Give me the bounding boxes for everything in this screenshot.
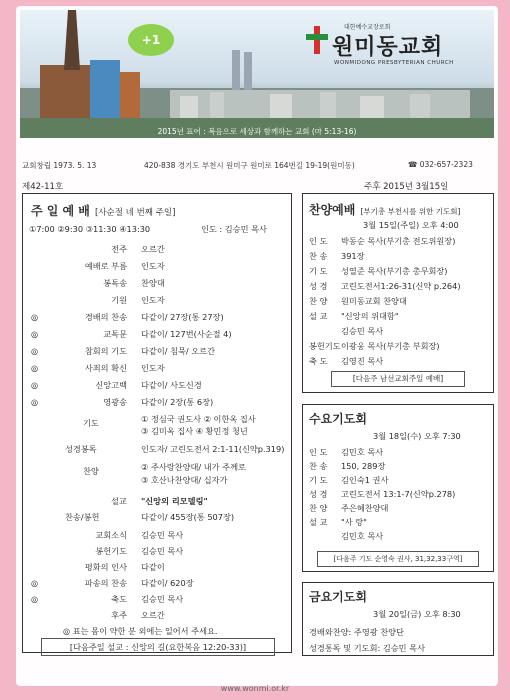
order-item-label: 파송의 찬송 [84, 578, 127, 588]
friday-prayer-box [302, 582, 494, 656]
order-item-value: 다같이/ 127번(사순절 4) [141, 329, 232, 339]
order-item-value: 다같이/ 사도신경 [141, 380, 202, 390]
row-label: 성 경 [309, 281, 328, 291]
row-value: 고린도전서 13:1-7(신약p.278) [341, 489, 456, 499]
prayer-line-2: ③ 김미옥 집사 ④ 황민정 청년 [141, 426, 248, 436]
address: 420-838 경기도 부천시 원미구 원미로 164번길 19-19(원미동) [144, 161, 355, 170]
wednesday-next-box: [다음주 기도 순영숙 권사, 31,32,33구역] [317, 551, 479, 567]
sunday-service-box [22, 193, 292, 653]
row-label: 인 도 [309, 236, 328, 246]
row-value: 성열준 목사(부기총 총무회장) [341, 266, 448, 276]
sunday-service-subtitle: [사순절 네 번째 주일] [95, 208, 176, 218]
order-item-label: 영광송 [103, 397, 127, 407]
standing-mark: ◎ [31, 346, 39, 356]
order-item-value: 오르간 [141, 610, 165, 620]
friday-title: 금요기도회 [309, 590, 367, 604]
order-item-label: 봉독송 [103, 278, 127, 288]
wednesday-prayer-box [302, 404, 494, 572]
row-value: "신앙의 위대함" [341, 311, 399, 321]
hymn-label: 찬송/봉헌 [65, 512, 100, 522]
standing-mark: ◎ [31, 380, 39, 390]
order-item-value: 오르간 [141, 244, 165, 254]
scripture-label: 성경봉독 [65, 444, 97, 454]
order-item-label: 평화의 인사 [84, 562, 127, 572]
service-leader: 인도 : 김승민 목사 [201, 224, 267, 234]
order-item-value: 인도자 [141, 295, 165, 305]
service-times: ①7:00 ②9:30 ③11:30 ④13:30 [29, 224, 151, 234]
row-value: 이광웅 목사(부기총 부회장) [341, 341, 440, 351]
standing-mark: ◎ [31, 594, 39, 604]
founded-date: 교회창립 1973. 5. 13 [22, 161, 97, 170]
standing-mark: ◎ [31, 329, 39, 339]
order-item-value: 김승민 목사 [141, 530, 184, 540]
row-value: 김인숙1 권사 [341, 475, 389, 485]
order-item-label: 경배의 찬송 [84, 312, 127, 322]
order-item-value: 인도자 [141, 261, 165, 271]
church-name: 원미동교회 [332, 35, 444, 60]
order-item-label: 교회소식 [95, 530, 127, 540]
order-item-label: 후주 [111, 610, 127, 620]
order-item-value: 다같이/ 2장(통 6장) [141, 397, 214, 407]
praise-next-box: [다음주 남선교회주일 예배] [331, 371, 465, 387]
standing-note: ◎ 표는 몸이 약한 분 외에는 일어서 주세요. [63, 626, 218, 636]
friday-date: 3월 20일(금) 오후 8:30 [373, 609, 461, 619]
phone-number: ☎ 032-657-2323 [408, 160, 473, 169]
row-label: 축 도 [309, 356, 328, 366]
row-value: 김민호 목사 [341, 531, 384, 541]
row-value: "사 랑" [341, 517, 367, 527]
choir-line-1: ② 주사랑찬양대/ 내가 주께로 [141, 462, 246, 472]
sermon-label: 설교 [111, 496, 127, 506]
row-value: 고린도전서1:26-31(신약 p.264) [341, 281, 461, 291]
row-value: 박동순 목사(부기총 전도위원장) [341, 236, 456, 246]
order-item-label: 사죄의 확신 [84, 363, 127, 373]
order-item-value: 다같이/ 침묵/ 오르간 [141, 346, 215, 356]
standing-mark: ◎ [31, 312, 39, 322]
row-label: 기 도 [309, 266, 328, 276]
order-item-value: 인도자 [141, 363, 165, 373]
order-item-value: 김승민 목사 [141, 546, 184, 556]
row-label: 설 교 [309, 311, 328, 321]
friday-prayer: 성경통독 및 기도회: 김승민 목사 [309, 643, 425, 653]
row-label: 기 도 [309, 475, 328, 485]
standing-mark: ◎ [31, 363, 39, 373]
hymn-value: 다같이/ 455장(통 507장) [141, 512, 235, 522]
row-label: 찬 양 [309, 503, 328, 513]
row-label: 찬 송 [309, 251, 328, 261]
row-label: 봉헌기도 [309, 341, 341, 351]
wednesday-date: 3월 18일(수) 오후 7:30 [373, 431, 461, 441]
row-label: 설 교 [309, 517, 328, 527]
header-banner [20, 10, 494, 138]
row-label: 찬 송 [309, 461, 328, 471]
order-item-value: 김승민 목사 [141, 594, 184, 604]
scripture-value: 인도자/ 고린도전서 2:1-11(신약p.319) [141, 444, 285, 454]
order-item-label: 봉헌기도 [95, 546, 127, 556]
order-item-label: 교독문 [103, 329, 127, 339]
order-item-label: 참회의 기도 [84, 346, 127, 356]
sunday-service-title: 주 일 예 배 [31, 204, 90, 218]
choir-line-2: ③ 호산나찬양대/ 십자가 [141, 475, 228, 485]
order-item-label: 축도 [111, 594, 127, 604]
prayer-line-1: ① 정심국 권도사 ② 이한옥 집사 [141, 414, 256, 424]
order-item-label: 전주 [111, 244, 127, 254]
issue-date: 주후 2015년 3월15일 [364, 182, 449, 192]
praise-service-title: 찬양예배 [309, 203, 356, 217]
row-label: 인 도 [309, 447, 328, 457]
praise-service-date: 3월 15일(주일) 오후 4:00 [363, 220, 459, 230]
order-item-label: 기원 [111, 295, 127, 305]
wednesday-title: 수요기도회 [309, 412, 367, 426]
church-logo [306, 22, 492, 74]
choir-label: 찬양 [83, 466, 99, 476]
row-value: 원미동교회 찬양대 [341, 296, 407, 306]
standing-mark: ◎ [31, 578, 39, 588]
row-value: 김민호 목사 [341, 447, 384, 457]
cross-icon [306, 26, 328, 54]
next-sermon-box: [다음주일 설교 : 신앙의 길(요한복음 12:20-33)] [41, 638, 275, 656]
row-value: 주은혜찬양대 [341, 503, 389, 513]
order-item-value: 다같이/ 27장(통 27장) [141, 312, 224, 322]
row-value: 김영진 목사 [341, 356, 384, 366]
order-item-value: 다같이 [141, 562, 165, 572]
row-label: 성 경 [309, 489, 328, 499]
footer-url: www.wonmi.or.kr [220, 684, 290, 693]
order-item-label: 신앙고백 [95, 380, 127, 390]
row-label: 찬 양 [309, 296, 328, 306]
order-item-value: 찬양대 [141, 278, 165, 288]
issue-number: 제42-11호 [22, 182, 64, 192]
church-name-english: WONMIDONG PRESBYTERIAN CHURCH [334, 60, 454, 66]
row-value: 150, 289장 [341, 461, 386, 471]
row-value: 391장 [341, 251, 365, 261]
row-value: 김승민 목사 [341, 326, 384, 336]
praise-service-subtitle: [부기총 부천시를 위한 기도회] [360, 207, 461, 216]
annual-motto: 2015년 표어 : 복음으로 세상과 함께하는 교회 (마 5:13-16) [157, 127, 357, 136]
prayer-label: 기도 [83, 418, 99, 428]
denomination-label: 대한예수교장로회 [344, 24, 391, 31]
friday-praise: 경배와찬양: 주영광 찬양단 [309, 627, 404, 637]
standing-mark: ◎ [31, 397, 39, 407]
order-item-value: 다같이/ 620장 [141, 578, 194, 588]
order-item-label: 예배로 부름 [84, 261, 127, 271]
sermon-title: "신앙의 리모델링" [141, 496, 208, 506]
praise-service-box [302, 193, 494, 393]
plus-one-bubble: +1 [128, 24, 174, 56]
